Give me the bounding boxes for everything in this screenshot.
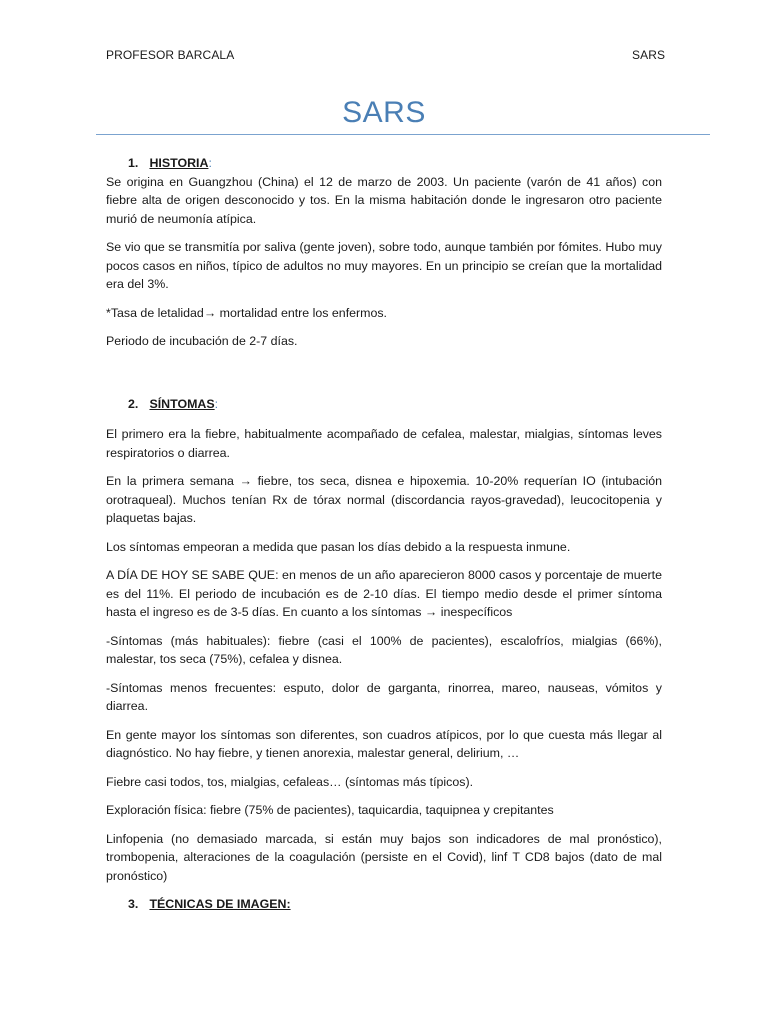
heading-spacer	[106, 413, 662, 425]
paragraph: En la primera semana → fiebre, tos seca, disnea e hipoxemia. 10-20% requerían IO (intubación orotraqueal). Muchos tenían Rx de tórax normal (discordancia rayos-gravedad), leucocitopenia y plaquetas bajas.	[106, 474, 662, 525]
paragraph: A DÍA DE HOY SE SABE QUE: en menos de un año aparecieron 8000 casos y porcentaje de muerte es del 11%. El periodo de incubación es de 2-10 días. El tiempo medio desde el primer síntoma hasta el ingreso es de 3-5 días. En cuanto a los síntomas → inespecíficos	[106, 568, 662, 619]
paragraph: -Síntomas (más habituales): fiebre (casi el 100% de pacientes), escalofríos, mialgias (66%), malestar, tos seca (75%), cefalea y disnea.	[106, 633, 662, 666]
paragraph: En gente mayor los síntomas son diferentes, son cuadros atípicos, por lo que cuesta más llegar al diagnóstico. No hay fiebre, y tienen anorexia, malestar general, delirium, …	[106, 727, 662, 760]
section-number: 3.	[128, 897, 139, 911]
document-body	[106, 154, 662, 914]
paragraph: Se vio que se transmitía por saliva (gente joven), sobre todo, aunque también por fómites. Hubo muy pocos casos en niños, típico de adultos no muy mayores. En un principio se creían que la mortalidad era del 3%.	[106, 240, 662, 291]
paragraph: Linfopenia (no demasiado marcada, si están muy bajos son indicadores de mal pronóstico), trombopenia, alteraciones de la coagulación (persiste en el Covid), linf T CD8 bajos (dato de mal pronóstico)	[106, 831, 662, 883]
paragraph: Periodo de incubación de 2-7 días.	[106, 334, 298, 348]
paragraph: Los síntomas empeoran a medida que pasan los días debido a la respuesta inmune.	[106, 539, 571, 554]
paragraph: Se origina en Guangzhou (China) el 12 de marzo de 2003. Un paciente (varón de 41 años) con fiebre alta de origen desconocido y tos. En la misma habitación donde le ingresaron otro paciente murió de neumonía atípica.	[106, 174, 662, 226]
document-title: SARS	[342, 96, 426, 129]
section-heading-historia	[128, 154, 662, 173]
section-number: 2.	[128, 396, 139, 411]
section-heading-colon: :	[214, 396, 219, 411]
header-left: PROFESOR BARCALA	[106, 48, 235, 62]
paragraph: -Síntomas menos frecuentes: esputo, dolor de garganta, rinorrea, mareo, nauseas, vómitos y diarrea.	[106, 680, 662, 713]
paragraph: *Tasa de letalidad→ mortalidad entre los enfermos.	[106, 305, 388, 320]
section-heading-colon: :	[208, 156, 212, 170]
section-heading-text: TÉCNICAS DE IMAGEN:	[149, 897, 291, 911]
paragraph: El primero era la fiebre, habitualmente acompañado de cefalea, malestar, mialgias, síntomas leves respiratorios o diarrea.	[106, 427, 662, 460]
title-underline-rule	[96, 134, 710, 135]
section-number: 1.	[128, 156, 139, 170]
section-spacer	[106, 361, 662, 395]
section-heading-tecnicas-de-imagen	[128, 895, 662, 914]
section-heading-text: HISTORIA	[149, 156, 209, 170]
paragraph: Exploración física: fiebre (75% de pacientes), taquicardia, taquipnea y crepitantes	[106, 803, 554, 817]
section-heading-sintomas	[128, 395, 662, 414]
section-heading-text: SÍNTOMAS	[149, 396, 215, 411]
header-right: SARS	[632, 48, 666, 62]
paragraph: Fiebre casi todos, tos, mialgias, cefaleas… (síntomas más típicos).	[106, 774, 474, 789]
